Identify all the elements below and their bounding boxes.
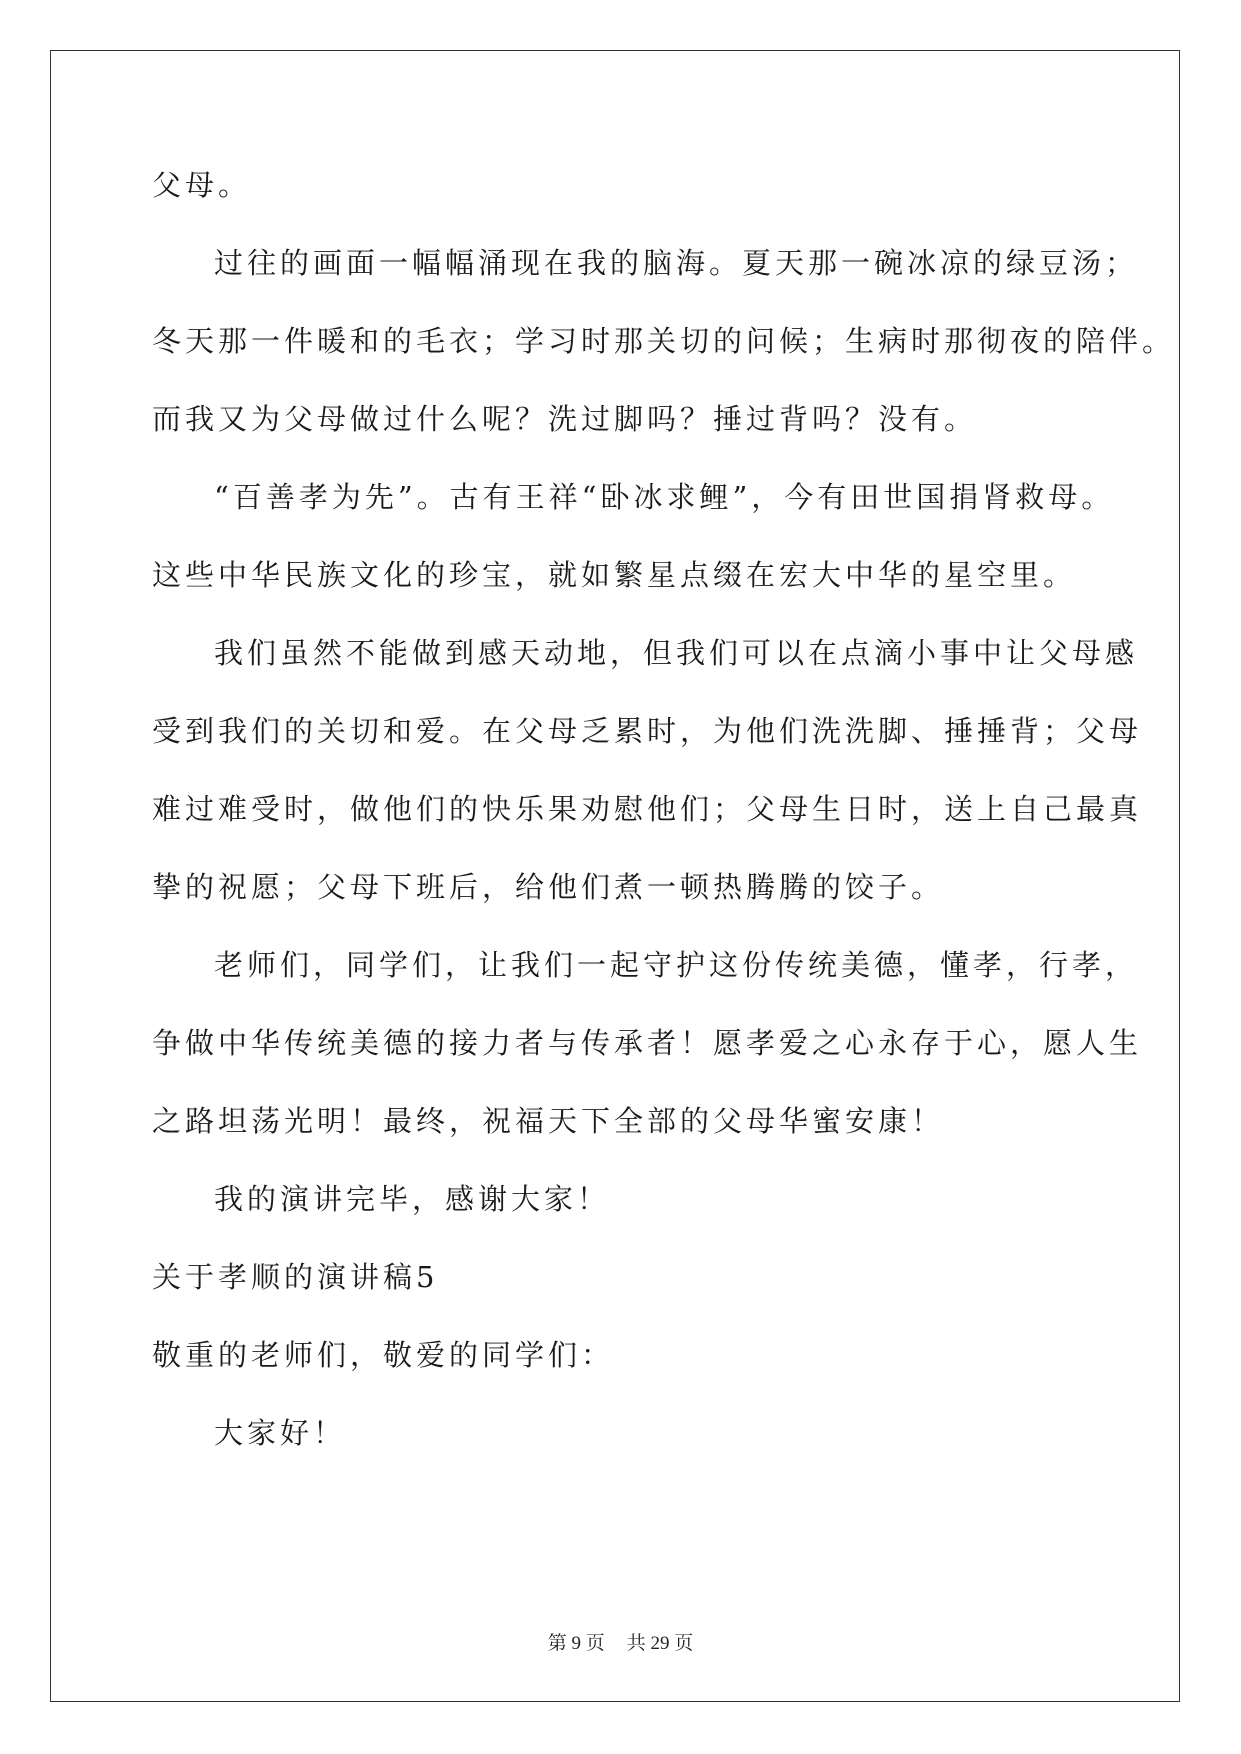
- paragraph-line: 老师们，同学们，让我们一起守护这份传统美德，懂孝，行孝，: [214, 948, 1139, 982]
- paragraph-line: 这些中华民族文化的珍宝，就如繁星点缀在宏大中华的星空里。: [152, 558, 1077, 592]
- paragraph-line: 挚的祝愿；父母下班后，给他们煮一顿热腾腾的饺子。: [152, 870, 945, 904]
- paragraph-line: 受到我们的关切和爱。在父母乏累时，为他们洗洗脚、捶捶背；父母: [152, 714, 1143, 748]
- salutation: 敬重的老师们，敬爱的同学们：: [152, 1338, 615, 1372]
- greeting: 大家好！: [214, 1416, 347, 1450]
- paragraph-line: 冬天那一件暖和的毛衣；学习时那关切的问候；生病时那彻夜的陪伴。: [152, 324, 1176, 358]
- paragraph-line: 之路坦荡光明！最终，祝福天下全部的父母华蜜安康！: [152, 1104, 945, 1138]
- paragraph-line: 我的演讲完毕，感谢大家！: [214, 1182, 611, 1216]
- section-heading: 关于孝顺的演讲稿5: [152, 1260, 439, 1294]
- paragraph-line: 难过难受时，做他们的快乐果劝慰他们；父母生日时，送上自己最真: [152, 792, 1143, 826]
- paragraph-line: 我们虽然不能做到感天动地，但我们可以在点滴小事中让父母感: [214, 636, 1139, 670]
- paragraph-line: 过往的画面一幅幅涌现在我的脑海。夏天那一碗冰凉的绿豆汤；: [214, 246, 1139, 280]
- document-body: [152, 165, 1176, 1491]
- page-number: 第 9 页: [547, 1633, 605, 1654]
- paragraph-line: 而我又为父母做过什么呢？洗过脚吗？捶过背吗？没有。: [152, 402, 978, 436]
- page-total: 共 29 页: [626, 1633, 694, 1654]
- page-footer: [0, 1628, 1241, 1655]
- paragraph-line: 父母。: [152, 168, 252, 202]
- paragraph-line: “百善孝为先”。古有王祥“卧冰求鲤”，今有田世国捐肾救母。: [214, 480, 1115, 514]
- paragraph-line: 争做中华传统美德的接力者与传承者！愿孝爱之心永存于心，愿人生: [152, 1026, 1143, 1060]
